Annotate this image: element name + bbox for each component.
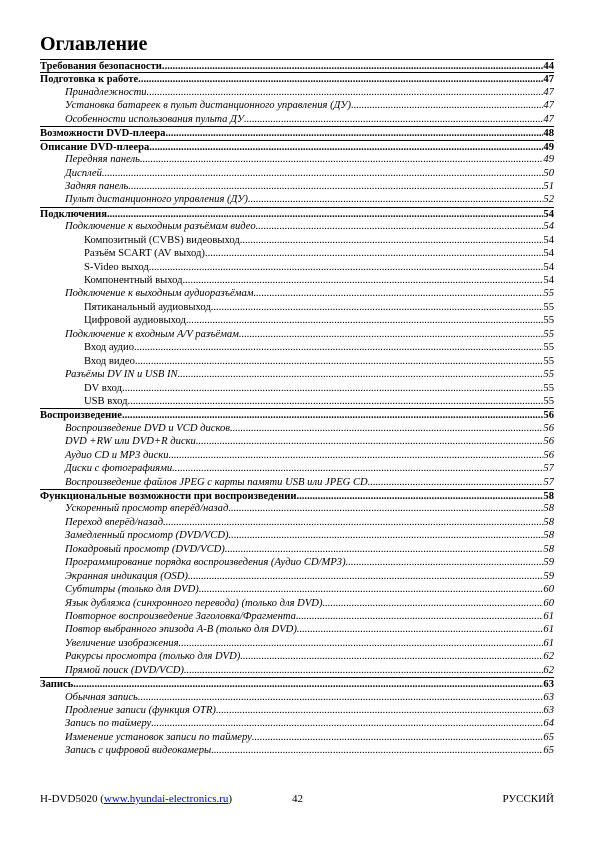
toc-page-number: 55 [543,355,554,367]
toc-page-number: 65 [543,745,554,757]
toc-leader-dots [134,341,543,354]
toc-leader-dots [140,153,543,166]
toc-leader-dots [184,664,544,677]
toc-leader-dots [138,73,543,85]
toc-subsection-row[interactable] [40,704,554,717]
toc-leader-dots [229,529,544,542]
toc-leader-dots [122,382,543,395]
toc-entry-title: Пульт дистанционного управления (ДУ) [65,194,248,206]
toc-entry-title: Подключение к входным A/V разъёмам [65,328,239,340]
toc-leader-dots [178,368,544,381]
toc-entry-title: Замедленный просмотр (DVD/VCD) [65,530,229,542]
toc-page-number: 62 [543,664,554,676]
toc-leader-dots [135,355,543,368]
toc-page-number: 52 [543,194,554,206]
toc-leader-dots [179,637,544,650]
toc-entry-title: Переход вперёд/назад [65,516,164,528]
toc-leader-dots [128,180,543,193]
toc-entry-title: Увеличение изображения [65,637,179,649]
toc-entry-title: Воспроизведение [40,410,122,422]
toc-page-number: 54 [543,234,554,246]
toc-entry-title: Задняя панель [65,180,129,192]
toc-leader-dots [240,650,543,663]
toc-page-number: 55 [543,288,554,300]
toc-entry-title: Обычная запись [65,691,138,703]
model-name: H-DVD5020 [40,793,98,805]
toc-page-number: 58 [543,543,554,555]
toc-leader-dots [297,623,544,636]
toc-subsection-row[interactable] [40,328,554,341]
toc-entry-title: Особенности использования пульта ДУ [65,113,244,125]
toc-section-row[interactable] [40,677,554,690]
toc-entry-title: DV вход [84,382,123,394]
toc-entry-title: Компонентный выход [84,275,183,286]
toc-subsection-row[interactable] [40,502,554,515]
toc-subsection-row[interactable] [40,180,554,193]
toc-page-number: 56 [543,422,554,434]
toc-leader-dots [252,731,544,744]
toc-leader-dots [73,678,543,690]
toc-entry-title: Подключения [40,208,107,220]
toc-item-row[interactable] [40,247,554,260]
toc-subsection-row[interactable] [40,422,554,435]
toc-page-number: 48 [543,128,554,140]
toc-subsection-row[interactable] [40,650,554,663]
toc-entry-title: Субтитры (только для DVD) [65,584,199,596]
toc-entry-title: Экранная индикация (OSD) [65,570,188,582]
toc-section-row[interactable] [40,207,554,220]
toc-entry-title: Ускоренный просмотр вперёд/назад [65,503,229,515]
table-of-contents [40,59,554,758]
toc-subsection-row[interactable] [40,99,554,112]
toc-subsection-row[interactable] [40,637,554,650]
toc-leader-dots [296,610,543,623]
toc-section-row[interactable] [40,59,554,72]
toc-page-number: 55 [543,342,554,354]
toc-leader-dots [147,86,544,99]
toc-page-number: 58 [543,516,554,528]
toc-subsection-row[interactable] [40,449,554,462]
toc-item-row[interactable] [40,261,554,274]
toc-subsection-row[interactable] [40,623,554,636]
page-footer [40,793,554,807]
toc-section-row[interactable] [40,140,554,153]
toc-entry-title: Запись по таймеру [65,718,152,730]
toc-leader-dots [151,717,543,730]
toc-page-number: 56 [543,436,554,448]
toc-leader-dots [230,422,543,435]
toc-page-number: 60 [543,584,554,596]
toc-entry-title: Аудио CD и MP3 диски [65,449,169,461]
toc-page-number: 55 [543,395,554,407]
toc-leader-dots [346,556,544,569]
toc-leader-dots [128,395,544,408]
toc-leader-dots [351,99,543,112]
toc-leader-dots [196,435,544,448]
toc-entry-title: Запись [40,679,74,691]
toc-page-number: 61 [543,624,554,636]
toc-item-row[interactable] [40,314,554,327]
toc-entry-title: Программирование порядка воспроизведения (Аудио CD/MP3) [65,557,346,569]
toc-entry-title: Требования безопасности [40,61,162,72]
toc-entry-title: Возможности DVD-плеера [40,128,166,140]
toc-subsection-row[interactable] [40,583,554,596]
toc-page-number: 61 [543,610,554,622]
toc-entry-title: USB вход [84,395,128,407]
toc-page-number: 54 [543,248,554,260]
toc-section-row[interactable] [40,408,554,421]
toc-leader-dots [368,476,544,489]
toc-leader-dots [248,193,543,206]
toc-subsection-row[interactable] [40,86,554,99]
footer-language: РУССКИЙ [502,793,554,805]
toc-page-number: 61 [543,637,554,649]
toc-subsection-row[interactable] [40,691,554,704]
toc-page-number: 57 [543,476,554,488]
toc-section-row[interactable] [40,72,554,85]
toc-page-number: 54 [543,275,554,286]
toc-page-number: 51 [543,180,554,192]
toc-leader-dots [149,141,543,153]
toc-page-number: 58 [543,530,554,542]
toc-leader-dots [211,744,543,757]
toc-page-number: 55 [543,382,554,394]
toc-entry-title: Продление записи (функция OTR) [65,705,216,716]
toc-page-number: 54 [543,221,554,233]
toc-leader-dots [254,287,544,300]
toc-leader-dots [169,449,544,462]
toc-item-row[interactable] [40,341,554,354]
toc-leader-dots [199,583,544,596]
toc-subsection-row[interactable] [40,153,554,166]
toc-entry-title: Изменение установок записи по таймеру [65,731,252,743]
toc-entry-title: Дисплей [65,167,102,179]
toc-page-number: 56 [543,410,554,422]
toc-entry-title: Подключение к выходным разъёмам видео. [65,221,259,233]
toc-leader-dots [138,691,544,704]
toc-entry-title: Покадровый просмотр (DVD/VCD) [65,543,225,555]
toc-item-row[interactable] [40,274,554,287]
toc-subsection-row[interactable] [40,556,554,569]
toc-page-number: 63 [543,705,554,716]
toc-page-number: 55 [543,369,554,381]
toc-page-number: 62 [543,651,554,663]
website-link[interactable]: www.hyundai-electronics.ru [103,793,229,805]
toc-leader-dots [186,314,544,327]
toc-subsection-row[interactable] [40,220,554,233]
toc-subsection-row[interactable] [40,193,554,206]
toc-page-number: 44 [543,61,554,72]
toc-entry-title: Прямой поиск (DVD/VCD) [65,664,184,676]
toc-leader-dots [239,328,544,341]
toc-entry-title: Воспроизведение DVD и VCD дисков [65,422,230,434]
toc-subsection-row[interactable] [40,731,554,744]
toc-subsection-row[interactable] [40,287,554,300]
toc-leader-dots [216,704,543,717]
toc-leader-dots [240,234,544,247]
toc-subsection-row[interactable] [40,462,554,475]
toc-leader-dots [258,220,543,233]
toc-entry-title: Цифровой аудиовыход [84,315,186,327]
toc-leader-dots [149,261,544,274]
toc-item-row[interactable] [40,234,554,247]
toc-subsection-row[interactable] [40,543,554,556]
toc-leader-dots [165,127,543,139]
toc-page-number: 63 [543,679,554,691]
toc-section-row[interactable] [40,489,554,502]
toc-entry-title: Передняя панель [65,154,140,166]
toc-entry-title: Повторное воспроизведение Заголовка/Фрагмента [65,610,296,622]
toc-item-row[interactable] [40,382,554,395]
toc-page-number: 54 [543,261,554,273]
toc-leader-dots [188,570,544,583]
toc-entry-title: Диски с фотографиями [65,463,173,475]
toc-entry-title: Пятиканальный аудиовыход [84,301,211,313]
toc-section-row[interactable] [40,126,554,139]
toc-entry-title: DVD +RW или DVD+R диски [65,436,196,448]
toc-leader-dots [322,597,543,610]
toc-item-row[interactable] [40,301,554,314]
toc-page-number: 57 [543,463,554,475]
toc-page-number: 47 [543,100,554,112]
toc-entry-title: Разъём SCART (AV выход) [84,248,205,260]
toc-leader-dots [244,113,543,126]
toc-subsection-row[interactable] [40,744,554,757]
toc-entry-title: Подключение к выходным аудиоразъёмам [65,288,254,300]
toc-subsection-row[interactable] [40,435,554,448]
toc-page-number: 59 [543,570,554,582]
toc-page-number: 58 [543,503,554,515]
toc-entry-title: Вход видео [84,355,135,367]
toc-leader-dots [225,543,544,556]
toc-leader-dots [122,409,543,421]
toc-subsection-row[interactable] [40,610,554,623]
toc-page-number: 60 [543,597,554,609]
toc-page-number: 49 [543,141,554,153]
toc-subsection-row[interactable] [40,113,554,126]
toc-leader-dots [228,502,543,515]
toc-entry-title: Запись с цифровой видеокамеры [65,745,212,757]
toc-subsection-row[interactable] [40,516,554,529]
toc-page-number: 47 [543,86,554,98]
toc-subsection-row[interactable] [40,368,554,381]
toc-entry-title: Композитный (CVBS) видеовыход [84,234,240,246]
toc-entry-title: Принадлежности [65,86,147,98]
toc-subsection-row[interactable] [40,476,554,489]
toc-leader-dots [205,247,543,260]
page-title: Оглавление [40,33,148,55]
toc-page-number: 58 [543,491,554,502]
toc-entry-title: Вход аудио [84,342,134,354]
toc-entry-title: Установка батареек в пульт дистанционного управления (ДУ) [65,100,352,112]
toc-leader-dots [211,301,544,314]
toc-subsection-row[interactable] [40,597,554,610]
toc-entry-title: S-Video выход [84,261,149,273]
page-number: 42 [292,793,303,805]
toc-page-number: 49 [543,154,554,166]
toc-page-number: 47 [543,74,554,86]
toc-subsection-row[interactable] [40,717,554,730]
toc-subsection-row[interactable] [40,570,554,583]
toc-page-number: 54 [543,208,554,220]
toc-page-number: 50 [543,167,554,179]
toc-page-number: 55 [543,301,554,313]
toc-subsection-row[interactable] [40,664,554,677]
toc-entry-title: Ракурсы просмотра (только для DVD) [65,651,241,663]
toc-entry-title: Разъёмы DV IN и USB IN [65,369,178,381]
toc-page-number: 55 [543,328,554,340]
toc-page-number: 64 [543,718,554,730]
toc-page-number: 47 [543,113,554,125]
toc-leader-dots [163,516,543,529]
toc-entry-title: Подготовка к работе [40,74,139,86]
toc-entry-title: Воспроизведение файлов JPEG с карты памяти USB или JPEG CD [65,476,368,488]
toc-entry-title: Язык дубляжа (синхронного перевода) (только для DVD) [65,597,323,609]
toc-entry-title: Описание DVD-плеера [40,141,150,153]
toc-leader-dots [172,462,543,475]
toc-page-number: 56 [543,449,554,461]
toc-leader-dots [162,60,543,72]
toc-subsection-row[interactable] [40,529,554,542]
toc-leader-dots [182,274,543,287]
toc-page-number: 59 [543,557,554,569]
toc-page-number: 55 [543,315,554,327]
toc-entry-title: Функциональные возможности при воспроизведении [40,491,297,502]
toc-leader-dots [102,167,543,180]
toc-entry-title: Повтор выбранного эпизода A-B (только для DVD) [65,624,297,636]
toc-subsection-row[interactable] [40,167,554,180]
toc-item-row[interactable] [40,355,554,368]
footer-model: H-DVD5020 (www.hyundai-electronics.ru) [40,793,233,805]
toc-leader-dots [107,208,543,220]
toc-item-row[interactable] [40,395,554,408]
toc-page-number: 63 [543,691,554,703]
toc-leader-dots [296,490,543,502]
toc-page-number: 65 [543,731,554,743]
